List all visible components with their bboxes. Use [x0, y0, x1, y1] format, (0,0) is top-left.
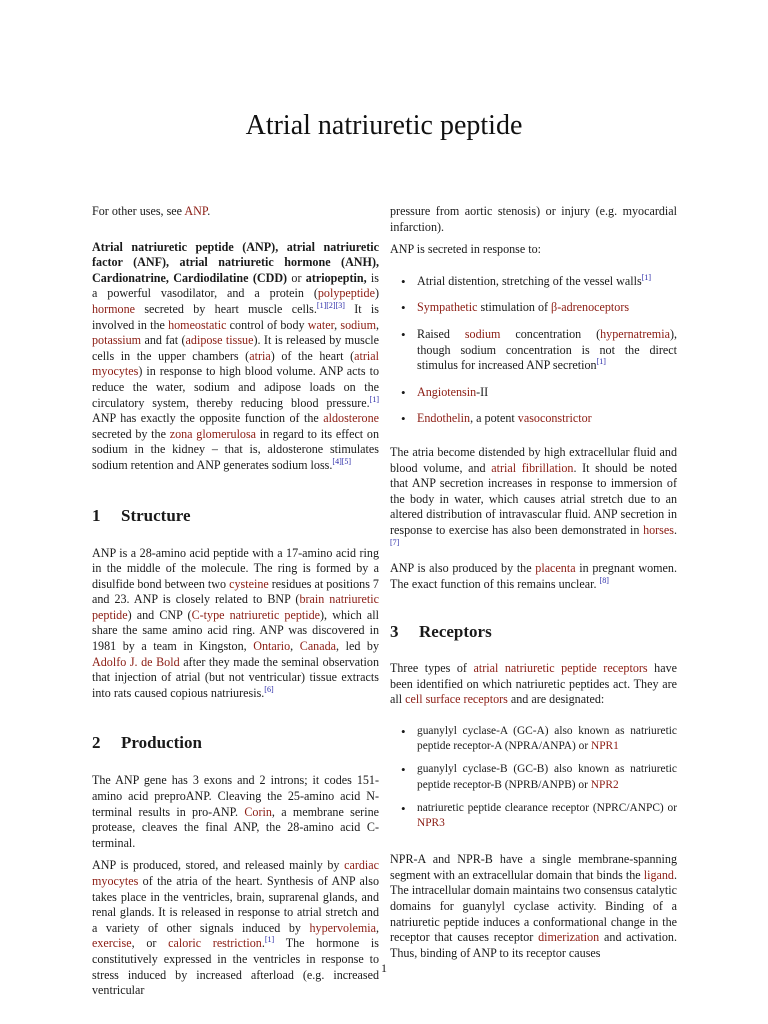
- right-column: [390, 204, 677, 968]
- link-caloric-restriction[interactable]: caloric restriction: [168, 936, 262, 951]
- section-heading-receptors: 3 Receptors: [390, 622, 492, 642]
- list-item: • guanylyl cyclase-B (GC-B) also known as natriuretic peptide receptor-B (NPRB/ANPB) or NPR2: [417, 762, 677, 792]
- link-angiotensin[interactable]: Angiotensin: [417, 384, 477, 399]
- link-vasoconstrictor[interactable]: vasoconstrictor: [517, 411, 592, 426]
- link-ligand[interactable]: ligand: [643, 867, 674, 882]
- receptor-list: [390, 724, 677, 831]
- page-title: Atrial natriuretic peptide: [245, 110, 523, 141]
- link-zona-glomerulosa[interactable]: zona glomerulosa: [169, 426, 257, 441]
- link-horses[interactable]: horses: [643, 522, 674, 537]
- left-column: [92, 204, 379, 1006]
- link-beta-adrenoceptors[interactable]: β-adrenoceptors: [551, 300, 630, 315]
- list-item: • Raised sodium concentration (hypernatremia), though sodium concentration is not the direct stimulus for increased ANP secretion[1]: [417, 327, 677, 374]
- link-atria[interactable]: atria: [249, 348, 271, 363]
- citation-1[interactable]: [1]: [641, 272, 652, 282]
- link-anp[interactable]: ANP: [184, 204, 208, 218]
- intro-paragraph: Atrial natriuretic peptide (ANP), atrial natriuretic factor (ANF), atrial natriuretic hormone (ANH), Cardionatrine, Cardiodilatine (CDD) or atriopeptin, is a powerful vasodilator, and a protein (polypeptide) hormone secreted by heart muscle cells.[1][2][3] It is involved in the homeostatic control of body water, sodium, potassium and fat (adipose tissue). It is released by muscle cells in the upper chambers (atria) of the heart (atrial myocytes) in response to high blood volume. ANP acts to reduce the water, sodium and adipose loads on the circulatory system, thereby reducing blood pressure.[1] ANP has exactly the opposite function of the aldosterone secreted by the zona glomerulosa in regard to its effect on sodium in the kidney – that is, aldosterone stimulates sodium retention and ANP generates sodium loss.[4][5]: [92, 239, 380, 472]
- section-heading-production: 2 Production: [92, 733, 202, 753]
- continued-text: pressure from aortic stenosis) or injury (e.g. myocardial infarction).: [390, 204, 677, 234]
- link-homeostatic[interactable]: homeostatic: [168, 317, 227, 332]
- link-polypeptide[interactable]: polypeptide: [317, 286, 375, 301]
- production-paragraph-1: The ANP gene has 3 exons and 2 introns; it codes 151-amino acid preproANP. Cleaving the 25-amino acid N-terminal results in pro-ANP. Corin, a membrane serine protease, cleaves the final ANP, the 28-amino acid C-terminal.: [92, 773, 379, 850]
- receptors-paragraph: Three types of atrial natriuretic peptide receptors have been identified on which natriuretic peptides act. They are all cell surface receptors and are designated:: [390, 661, 677, 707]
- link-cysteine[interactable]: cysteine: [229, 576, 269, 591]
- npr-paragraph: NPR-A and NPR-B have a single membrane-spanning segment with an extracellular domain that binds the ligand. The intracellular domain maintains two consensus catalytic domains for guanylyl cyclase activity. Binding of a natriuretic peptide induces a conformational change in the receptor that causes receptor dimerization and activation. Thus, binding of ANP to its receptor causes: [390, 852, 677, 960]
- link-sodium[interactable]: sodium: [340, 317, 376, 332]
- link-cardiac-myocytes[interactable]: cardiac myocytes: [92, 858, 379, 888]
- citation-8[interactable]: [8]: [599, 575, 609, 585]
- link-c-type-natriuretic-peptide[interactable]: C-type natriuretic peptide: [191, 607, 321, 622]
- link-sodium[interactable]: sodium: [464, 326, 501, 341]
- citation-1[interactable]: [1]: [264, 935, 275, 945]
- list-item: • guanylyl cyclase-A (GC-A) also known as natriuretic peptide receptor-A (NPRA/ANPA) or NPR1: [417, 724, 677, 754]
- production-paragraph-2: ANP is produced, stored, and released mainly by cardiac myocytes of the atria of the heart. Synthesis of ANP also takes place in the ventricles, brain, suprarenal glands, and renal glands. It is released in response to atrial stretch and a variety of other signals induced by hypervolemia, exercise, or caloric restriction.[1] The hormone is constitutively expressed in the ventricles in response to stress induced by increased afterload (e.g. increased ventricular: [92, 858, 379, 998]
- link-cell-surface-receptors[interactable]: cell surface receptors: [405, 692, 508, 707]
- citation-1-2-3[interactable]: [1][2][3]: [316, 300, 345, 310]
- link-npr2[interactable]: NPR2: [590, 778, 619, 791]
- link-adipose-tissue[interactable]: adipose tissue: [185, 333, 254, 348]
- citation-1[interactable]: [1]: [369, 394, 379, 404]
- page-number: 1: [381, 961, 387, 975]
- list-item: • Atrial distention, stretching of the vessel walls[1]: [417, 274, 677, 290]
- link-sympathetic[interactable]: Sympathetic: [417, 300, 478, 315]
- list-item: • Angiotensin-II: [417, 385, 677, 401]
- link-brain-natriuretic-peptide[interactable]: brain natriuretic peptide: [92, 592, 379, 622]
- link-aldosterone[interactable]: aldosterone: [323, 411, 379, 426]
- link-atrial-fibrillation[interactable]: atrial fibrillation: [491, 460, 574, 475]
- citation-7[interactable]: [7]: [390, 537, 400, 547]
- link-endothelin[interactable]: Endothelin: [417, 411, 471, 426]
- link-dimerization[interactable]: dimerization: [538, 930, 600, 945]
- link-water[interactable]: water: [307, 317, 335, 332]
- link-placenta[interactable]: placenta: [535, 561, 576, 576]
- hatnote: For other uses, see ANP.: [92, 204, 211, 218]
- list-item: • natriuretic peptide clearance receptor (NPRC/ANPC) or NPR3: [417, 801, 677, 831]
- link-npr3[interactable]: NPR3: [417, 817, 445, 830]
- link-hypernatremia[interactable]: hypernatremia: [600, 326, 670, 341]
- atria-paragraph: The atria become distended by high extracellular fluid and blood volume, and atrial fibrillation. It should be noted that ANP secretion increases in response to immersion of the body in water, which causes atrial stretch due to an altered distribution of intravascular fluid. ANP secretion in response to exercise has also been demonstrated in horses.[7]: [390, 444, 677, 547]
- link-npr1[interactable]: NPR1: [590, 740, 619, 753]
- citation-1[interactable]: [1]: [596, 357, 606, 367]
- link-canada[interactable]: Canada: [299, 639, 337, 654]
- secretion-trigger-list: [390, 274, 677, 427]
- link-ontario[interactable]: Ontario: [253, 639, 291, 654]
- link-exercise[interactable]: exercise: [92, 936, 132, 951]
- citation-6[interactable]: [6]: [264, 684, 274, 694]
- section-heading-structure: 1 Structure: [92, 505, 191, 525]
- link-potassium[interactable]: potassium: [92, 333, 142, 348]
- link-hypervolemia[interactable]: hypervolemia: [309, 920, 376, 935]
- placenta-paragraph: ANP is also produced by the placenta in pregnant women. The exact function of this remains unclear. [8]: [390, 561, 677, 591]
- list-item: • Sympathetic stimulation of β-adrenoceptors: [417, 300, 677, 316]
- link-hormone[interactable]: hormone: [92, 301, 135, 316]
- link-adolfo-de-bold[interactable]: Adolfo J. de Bold: [92, 654, 180, 669]
- secreted-intro: ANP is secreted in response to:: [390, 242, 542, 257]
- link-atrial-natriuretic-peptide-receptors[interactable]: atrial natriuretic peptide receptors: [473, 661, 648, 676]
- list-item: • Endothelin, a potent vasoconstrictor: [417, 411, 677, 427]
- citation-4-5[interactable]: [4][5]: [332, 456, 352, 466]
- link-corin[interactable]: Corin: [244, 804, 272, 819]
- structure-paragraph: ANP is a 28-amino acid peptide with a 17-amino acid ring in the middle of the molecule. The ring is formed by a disulfide bond between two cysteine residues at positions 7 and 23. ANP is closely related to BNP (brain natriuretic peptide) and CNP (C-type natriuretic peptide), which all share the same amino acid ring. ANP was discovered in 1981 by a team in Kingston, Ontario, Canada, led by Adolfo J. de Bold after they made the seminal observation that injection of atrial (but not ventricular) tissue extracts into rats caused copious natriuresis.[6]: [92, 545, 379, 700]
- link-atrial-myocytes[interactable]: atrial myocytes: [92, 348, 379, 379]
